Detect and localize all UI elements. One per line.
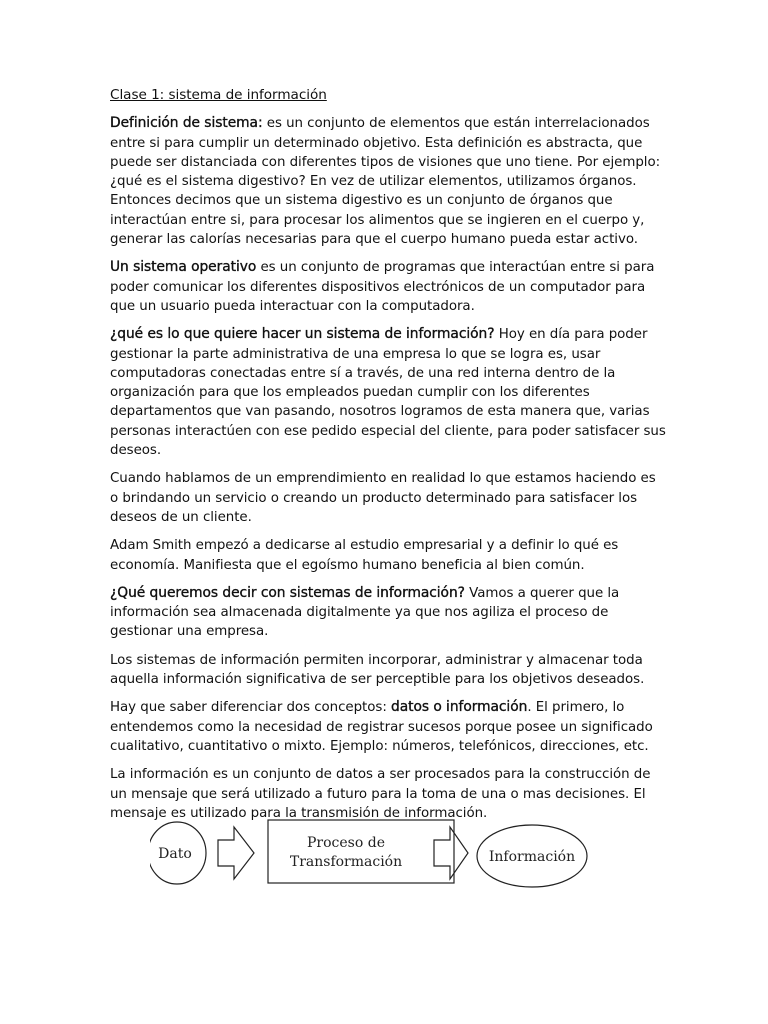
paragraph-adam-smith <box>110 536 666 575</box>
arrow-icon <box>218 827 254 879</box>
paragraph-lead: ¿Qué queremos decir con sistemas de información? <box>110 584 465 601</box>
paragraph-lead: Un sistema operativo <box>110 259 257 276</box>
process-label-line1: Proceso de <box>307 835 385 851</box>
paragraph-que-quiere-hacer <box>110 325 666 460</box>
paragraph-emprendimiento <box>110 469 666 527</box>
process-diagram <box>150 818 590 892</box>
paragraph-text: Vamos a querer que la información sea almacenada digitalmente ya que nos agiliza el proceso de gestionar una empresa. <box>110 585 620 640</box>
paragraph-pre: Hay que saber diferenciar dos conceptos: <box>110 700 391 716</box>
paragraph-lead: Definición de sistema: <box>110 115 263 132</box>
process-label-line2: Transformación <box>289 854 403 870</box>
paragraph-text: Hoy en día para poder gestionar la parte administrativa de una empresa lo que se logra es, usar computadoras conectadas entre sí a través, de una red interna dentro de la organización para que los empleados puedan cumplir con los diferentes departamentos que van pasando, nosotros logramos de esta manera que, varias personas interactúen con ese pedido especial del cliente, para poder satisfacer sus deseos. <box>110 327 666 459</box>
paragraph-que-queremos-decir <box>110 584 666 642</box>
paragraph-definicion-sistema <box>110 114 666 249</box>
paragraph-sistema-operativo <box>110 258 666 316</box>
process-box <box>268 820 454 883</box>
paragraph-text: . El primero, lo entendemos como la necesidad de registrar sucesos porque posee un significado cualitativo, cuantitativo o mixto. Ejemplo: números, telefónicos, direcciones, etc. <box>110 700 653 754</box>
paragraph-lead: datos o información <box>390 699 528 716</box>
input-label: Dato <box>158 846 192 862</box>
paragraph-text: es un conjunto de elementos que están interrelacionados entre si para cumplir un determinado objetivo. Esta definición es abstracta, que puede ser distanciada con diferentes tipos de visiones que uno tiene. Por ejemplo: ¿qué es el sistema digestivo? En vez de utilizar elementos, utilizamos órganos. Entonces decimos que un sistema digestivo es un conjunto de órganos que interactúan entre si, para procesar los alimentos que se ingieren en el cuerpo y, generar las calorías necesarias para que el cuerpo humano pueda estar activo. <box>110 116 661 248</box>
input-ellipse <box>150 822 206 884</box>
paragraph-sistemas-permiten <box>110 651 666 690</box>
paragraph-datos-o-informacion <box>110 698 666 756</box>
output-label: Información <box>488 849 576 865</box>
paragraph-text: Adam Smith empezó a dedicarse al estudio empresarial y a definir lo qué es economía. Manifiesta que el egoísmo humano beneficia al bien común. <box>110 538 619 573</box>
paragraph-text: La información es un conjunto de datos a ser procesados para la construcción de un mensaje que será utilizado a futuro para la toma de una o mas decisiones. El mensaje es utilizado para la transmisión de información. <box>110 767 651 821</box>
arrow-icon <box>434 827 468 879</box>
paragraph-lead: ¿qué es lo que quiere hacer un sistema de información? <box>110 326 495 343</box>
paragraph-text: es un conjunto de programas que interactúan entre si para poder comunicar los diferentes dispositivos electrónicos de un computador para que un usuario pueda interactuar con la computadora. <box>110 260 655 314</box>
paragraph-informacion-definicion <box>110 765 666 823</box>
output-ellipse <box>477 825 587 887</box>
document-body <box>110 82 666 832</box>
paragraph-text: Cuando hablamos de un emprendimiento en realidad lo que estamos haciendo es o brindando un servicio o creando un producto determinado para satisfacer los deseos de un cliente. <box>110 471 656 525</box>
paragraph-text: Los sistemas de información permiten incorporar, administrar y almacenar toda aquella información significativa de ser perceptible para los objetivos deseados. <box>110 652 645 688</box>
document-title: Clase 1: sistema de información <box>110 87 327 103</box>
